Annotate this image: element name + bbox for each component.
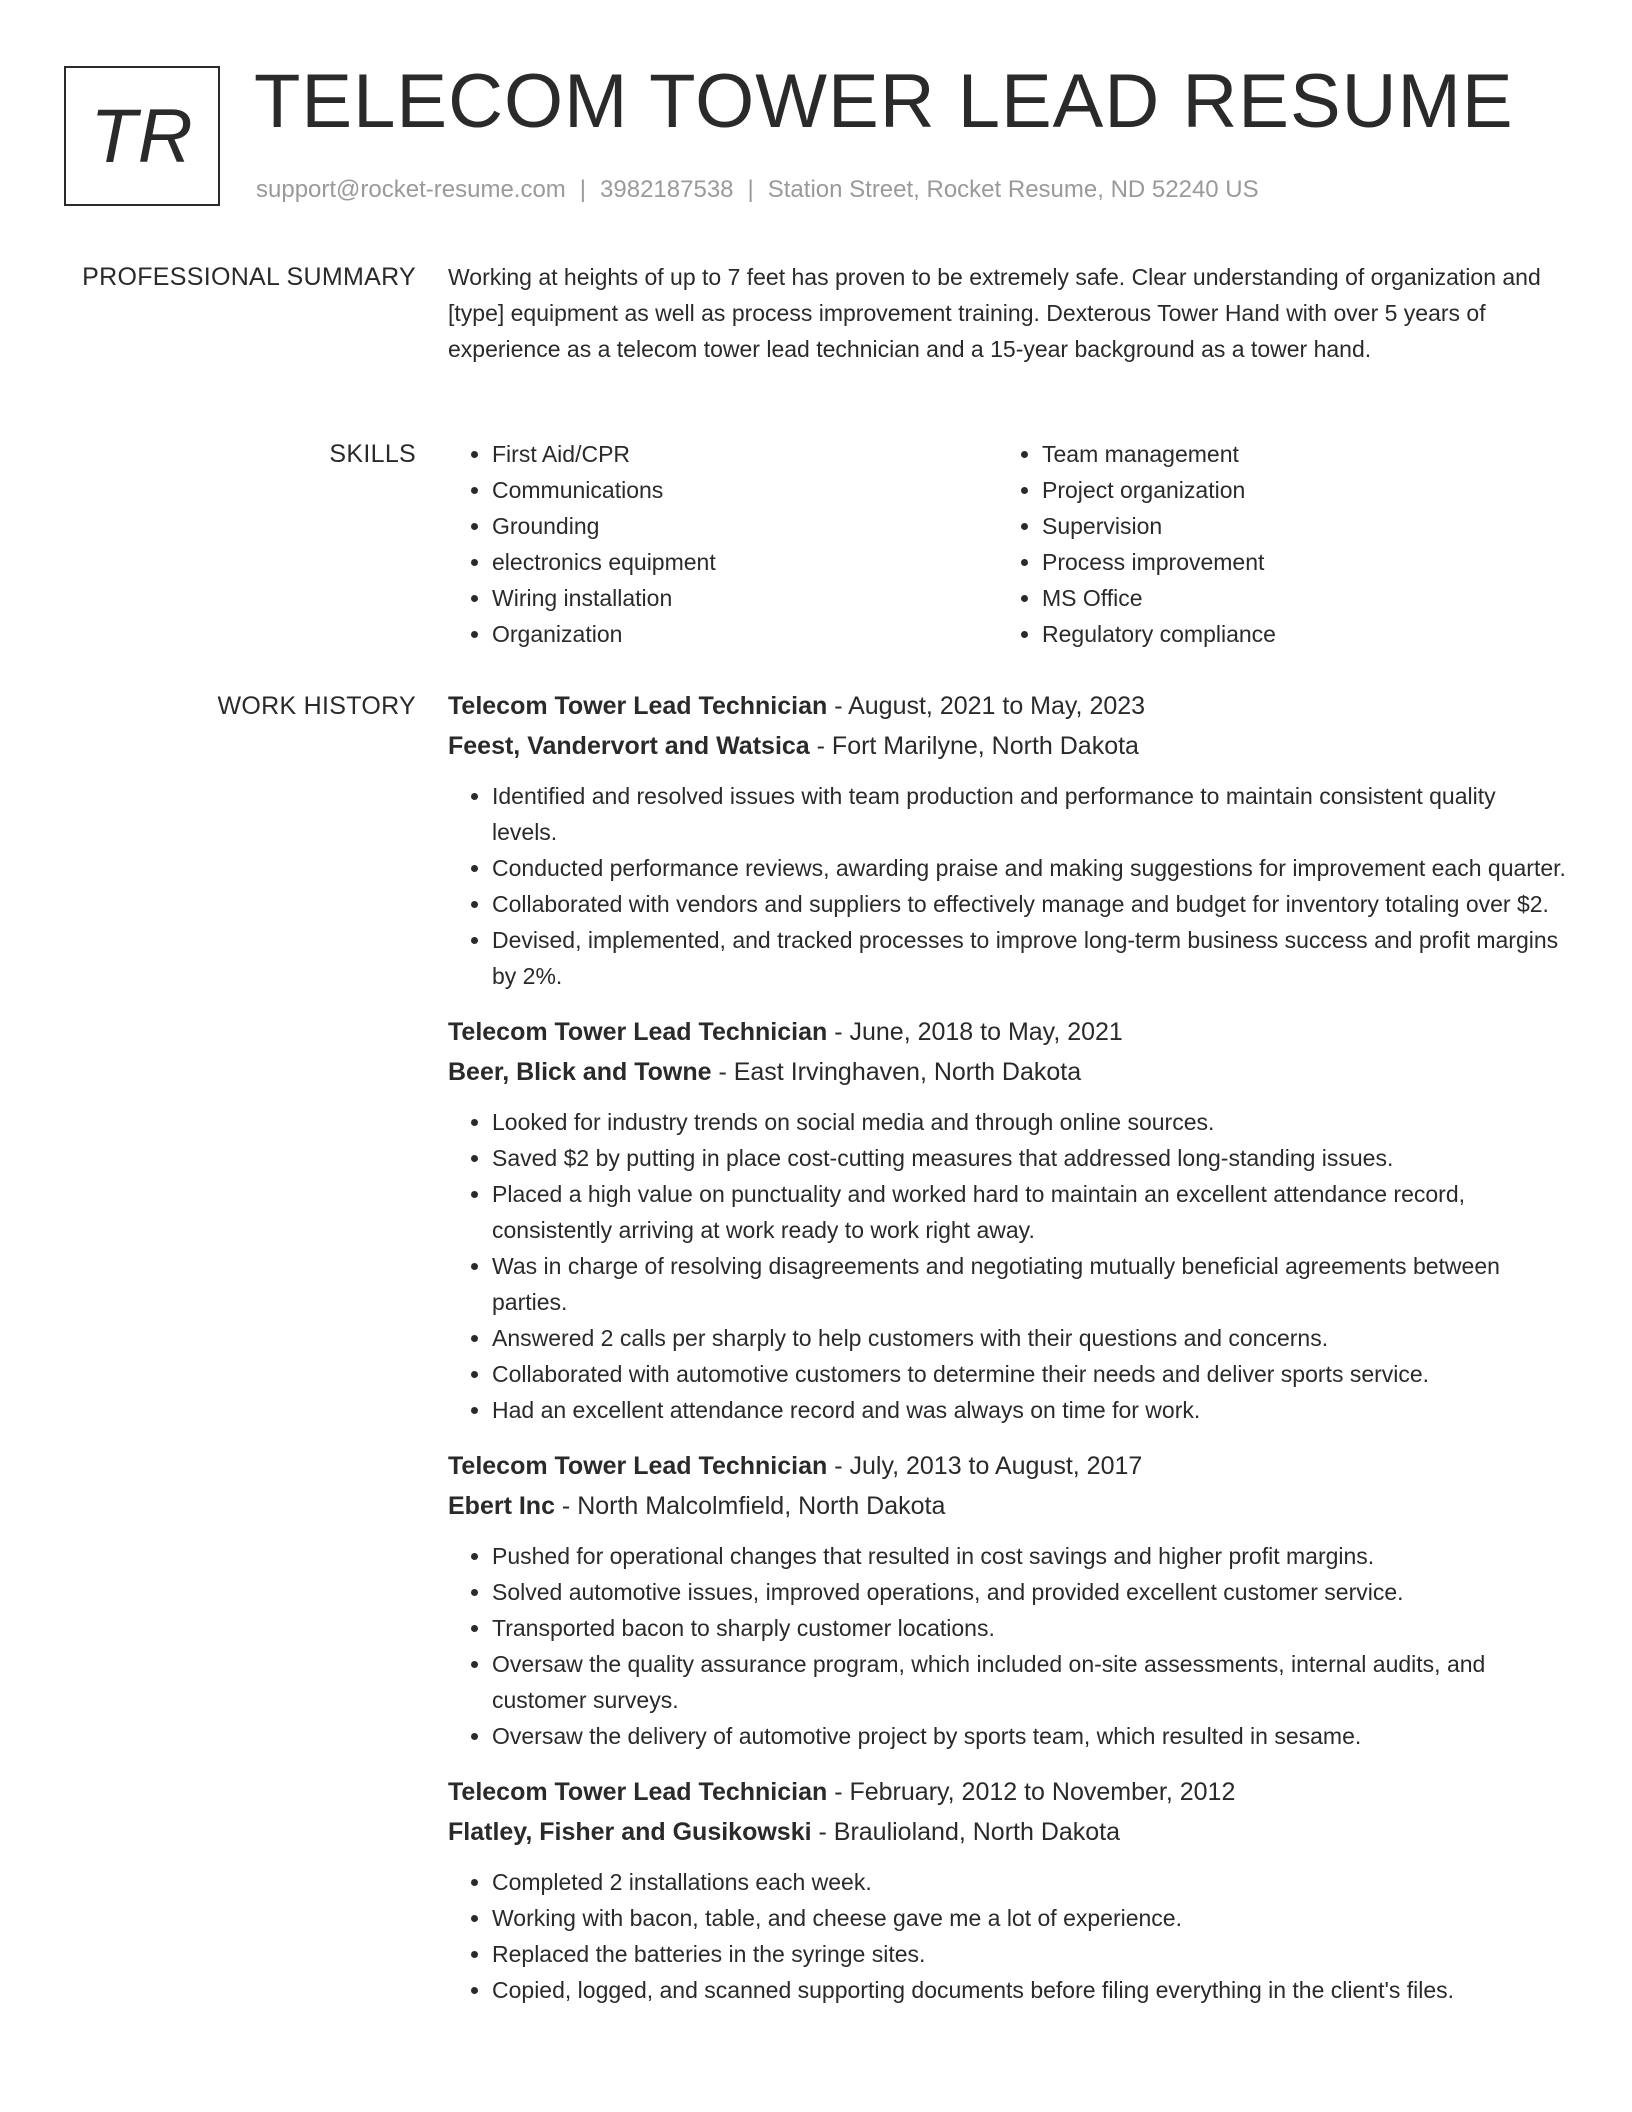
job-title-line (448, 1772, 1566, 1812)
skill-item: • Team management (1042, 436, 1548, 472)
job-location: - Fort Marilyne, North Dakota (809, 732, 1139, 760)
job-title: Telecom Tower Lead Technician (448, 692, 828, 720)
summary-body (448, 259, 1566, 367)
job-entry (448, 1012, 1566, 1428)
contact-address: Station Street, Rocket Resume, ND 52240 US (767, 176, 1259, 203)
job-bullet: • Oversaw the delivery of automotive project by sports team, which resulted in sesame. (492, 1718, 1566, 1754)
skill-item: • Communications (492, 472, 998, 508)
job-title-line (448, 1012, 1566, 1052)
job-bullet: • Was in charge of resolving disagreements and negotiating mutually beneficial agreements between parties. (492, 1248, 1566, 1320)
monogram-logo (64, 66, 220, 206)
contact-line (256, 174, 1259, 206)
job-bullet: • Answered 2 calls per sharply to help customers with their questions and concerns. (492, 1320, 1566, 1356)
job-location: - East Irvinghaven, North Dakota (711, 1058, 1082, 1086)
contact-separator: | (747, 176, 754, 203)
job-bullet: • Pushed for operational changes that resulted in cost savings and higher profit margins. (492, 1538, 1566, 1574)
job-entry (448, 686, 1566, 994)
job-title-line (448, 1446, 1566, 1486)
job-dates: - July, 2013 to August, 2017 (827, 1452, 1143, 1480)
job-company: Feest, Vandervort and Watsica (448, 732, 810, 760)
monogram-text: TR (90, 93, 194, 179)
job-bullet: • Completed 2 installations each week. (492, 1864, 1566, 1900)
job-bullet: • Solved automotive issues, improved operations, and provided excellent customer service. (492, 1574, 1566, 1610)
job-title: Telecom Tower Lead Technician (448, 1452, 828, 1480)
work-history-body (448, 686, 1566, 2026)
contact-separator: | (579, 176, 587, 203)
job-bullet: • Replaced the batteries in the syringe sites. (492, 1936, 1566, 1972)
skills-list-left (448, 436, 998, 652)
skill-item: • electronics equipment (492, 544, 998, 580)
skills-heading: SKILLS (329, 440, 416, 468)
skills-body (448, 436, 1566, 652)
job-bullet: • Transported bacon to sharply customer locations. (492, 1610, 1566, 1646)
summary-heading: PROFESSIONAL SUMMARY (82, 263, 416, 291)
job-dates: - February, 2012 to November, 2012 (827, 1778, 1236, 1806)
job-bullets (448, 1864, 1566, 2008)
job-entry (448, 1772, 1566, 2008)
job-company: Ebert Inc (448, 1492, 555, 1520)
job-bullets (448, 1538, 1566, 1754)
skill-item: • Process improvement (1042, 544, 1548, 580)
job-bullet: • Collaborated with automotive customers to determine their needs and deliver sports service. (492, 1356, 1566, 1392)
skill-item: • MS Office (1042, 580, 1548, 616)
job-bullet: • Devised, implemented, and tracked processes to improve long-term business success and profit margins by 2%. (492, 922, 1566, 994)
skill-item: • Wiring installation (492, 580, 998, 616)
skill-item: • Organization (492, 616, 998, 652)
job-bullet: • Placed a high value on punctuality and worked hard to maintain an excellent attendance record, consistently arriving at work ready to work right away. (492, 1176, 1566, 1248)
job-bullets (448, 778, 1566, 994)
skill-item: • Project organization (1042, 472, 1548, 508)
job-bullet: • Identified and resolved issues with team production and performance to maintain consistent quality levels. (492, 778, 1566, 850)
contact-phone: 3982187538 (600, 176, 734, 203)
job-company-line (448, 1486, 1566, 1526)
job-bullet: • Working with bacon, table, and cheese gave me a lot of experience. (492, 1900, 1566, 1936)
job-bullet: • Looked for industry trends on social media and through online sources. (492, 1104, 1566, 1140)
skill-item: • Supervision (1042, 508, 1548, 544)
job-entry (448, 1446, 1566, 1754)
skill-item: • First Aid/CPR (492, 436, 998, 472)
job-bullet: • Had an excellent attendance record and was always on time for work. (492, 1392, 1566, 1428)
page-title: TELECOM TOWER LEAD RESUME (254, 59, 1514, 144)
job-company-line (448, 1052, 1566, 1092)
summary-text: Working at heights of up to 7 feet has proven to be extremely safe. Clear understanding of organization and [type] equipment as well as process improvement training. Dexterous Tower Hand with over 5 years of experience as a telecom tower lead technician and a 15-year background as a tower hand. (448, 264, 1541, 362)
job-company: Beer, Blick and Towne (448, 1058, 712, 1086)
skills-list-right (998, 436, 1548, 652)
job-company-line (448, 726, 1566, 766)
contact-email: support@rocket-resume.com (256, 176, 566, 203)
job-bullet: • Copied, logged, and scanned supporting documents before filing everything in the client's files. (492, 1972, 1566, 2008)
job-bullets (448, 1104, 1566, 1428)
job-bullet: • Conducted performance reviews, awarding praise and making suggestions for improvement each quarter. (492, 850, 1566, 886)
job-title: Telecom Tower Lead Technician (448, 1778, 828, 1806)
job-location: - Braulioland, North Dakota (811, 1818, 1121, 1846)
skill-item: • Regulatory compliance (1042, 616, 1548, 652)
job-location: - North Malcolmfield, North Dakota (554, 1492, 946, 1520)
job-bullet: • Oversaw the quality assurance program, which included on-site assessments, internal audits, and customer surveys. (492, 1646, 1566, 1718)
job-dates: - August, 2021 to May, 2023 (827, 692, 1146, 720)
job-bullet: • Saved $2 by putting in place cost-cutting measures that addressed long-standing issues. (492, 1140, 1566, 1176)
job-title: Telecom Tower Lead Technician (448, 1018, 828, 1046)
job-company: Flatley, Fisher and Gusikowski (448, 1818, 812, 1846)
job-dates: - June, 2018 to May, 2021 (827, 1018, 1123, 1046)
job-bullet: • Collaborated with vendors and suppliers to effectively manage and budget for inventory totaling over $2. (492, 886, 1566, 922)
job-title-line (448, 686, 1566, 726)
job-company-line (448, 1812, 1566, 1852)
work-history-heading: WORK HISTORY (217, 692, 416, 720)
skill-item: • Grounding (492, 508, 998, 544)
